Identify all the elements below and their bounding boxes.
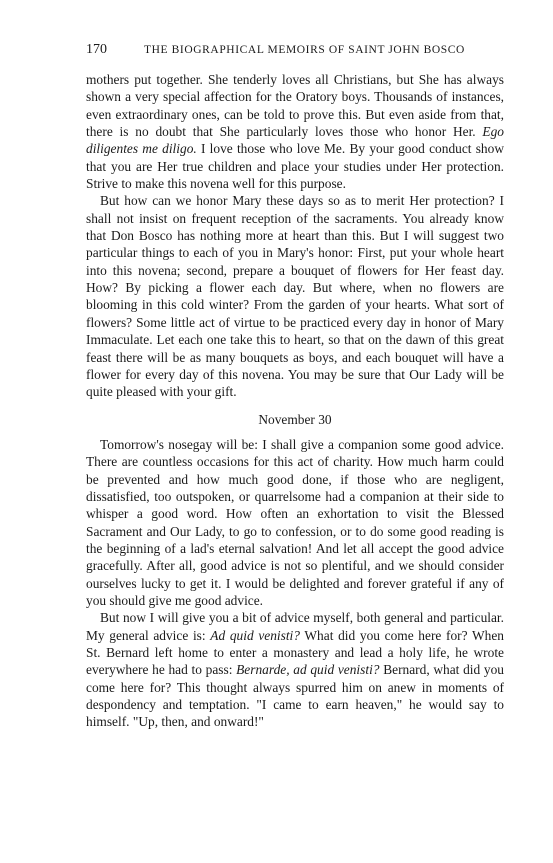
paragraph-4-text-a: But now I will give you a bit of advice myself, both general and particular. My general advice is: [86, 610, 504, 643]
paragraph-1 [86, 71, 504, 192]
latin-quote: Ad quid venisti? [210, 627, 300, 643]
page-number: 170 [86, 42, 107, 57]
paragraph-4-text-e: Bernard, what did you come here for? This thought always spurred him on anew in moments of despondency and temptation. "I came to earn heaven," he would say to himself. "Up, then, and onward!" [86, 662, 504, 730]
latin-quote: Ego diligentes me diligo. [86, 124, 504, 157]
paragraph-3: Tomorrow's nosegay will be: I shall give a companion some good advice. There are countless occasions for this act of charity. How much harm could be prevented and how much good done, if those who are negligent, dissatisfied, too outspoken, or quarrelsome had a companion at their side to whisper a good word. How often an exhortation to visit the Blessed Sacrament and Our Lady, to go to confession, or to do some good reading is the beginning of a lad's eternal salvation! And let all accept the good advice gracefully. After all, good advice is not so plentiful, and we should consider ourselves lucky to get it. I would be delighted and forever grateful if any of you should give me good advice. [86, 436, 504, 608]
date-heading: November 30 [258, 411, 332, 427]
running-head: THE BIOGRAPHICAL MEMOIRS OF SAINT JOHN BOSCO [144, 44, 465, 56]
latin-quote: Bernarde, ad quid venisti? [236, 662, 380, 678]
body-text [86, 71, 504, 731]
paragraph-1-text-a: mothers put together. She tenderly loves all Christians, but She has always shown a very special affection for the Oratory boys. Thousands of instances, even extraordinary ones, can be told to prove this. But even aside from that, there is no doubt that She particularly loves those who honor Her. [86, 72, 504, 140]
paragraph-4 [86, 609, 504, 730]
paragraph-1-text-c: I love those who love Me. By your good conduct show that you are Her true children and place your studies under Her protection. Strive to make this novena well for this purpose. [86, 141, 504, 192]
paragraph-4-text-c: What did you come here for? When St. Bernard left home to enter a monastery and lead a holy life, he wrote everywhere he had to pass: [86, 627, 504, 678]
page-header [86, 40, 504, 60]
paragraph-2: But how can we honor Mary these days so as to merit Her protection? I shall not insist on frequent reception of the sacraments. You already know that Don Bosco has nothing more at heart than this. But I will suggest two particular things to each of you in Mary's honor: First, put your whole heart into this novena; second, prepare a bouquet of flowers for Her feast day. How? By picking a flower each day. But where, when no flowers are blooming in this cold winter? From the garden of your hearts. What sort of flowers? Some little act of virtue to be practiced every day in honor of Mary Immaculate. Let each one take this to heart, so that on the dawn of this great feast there will be as many bouquets as boys, and each bouquet will have a flower for every day of this novena. You may be sure that Our Lady will be quite pleased with your gift. [86, 193, 504, 400]
